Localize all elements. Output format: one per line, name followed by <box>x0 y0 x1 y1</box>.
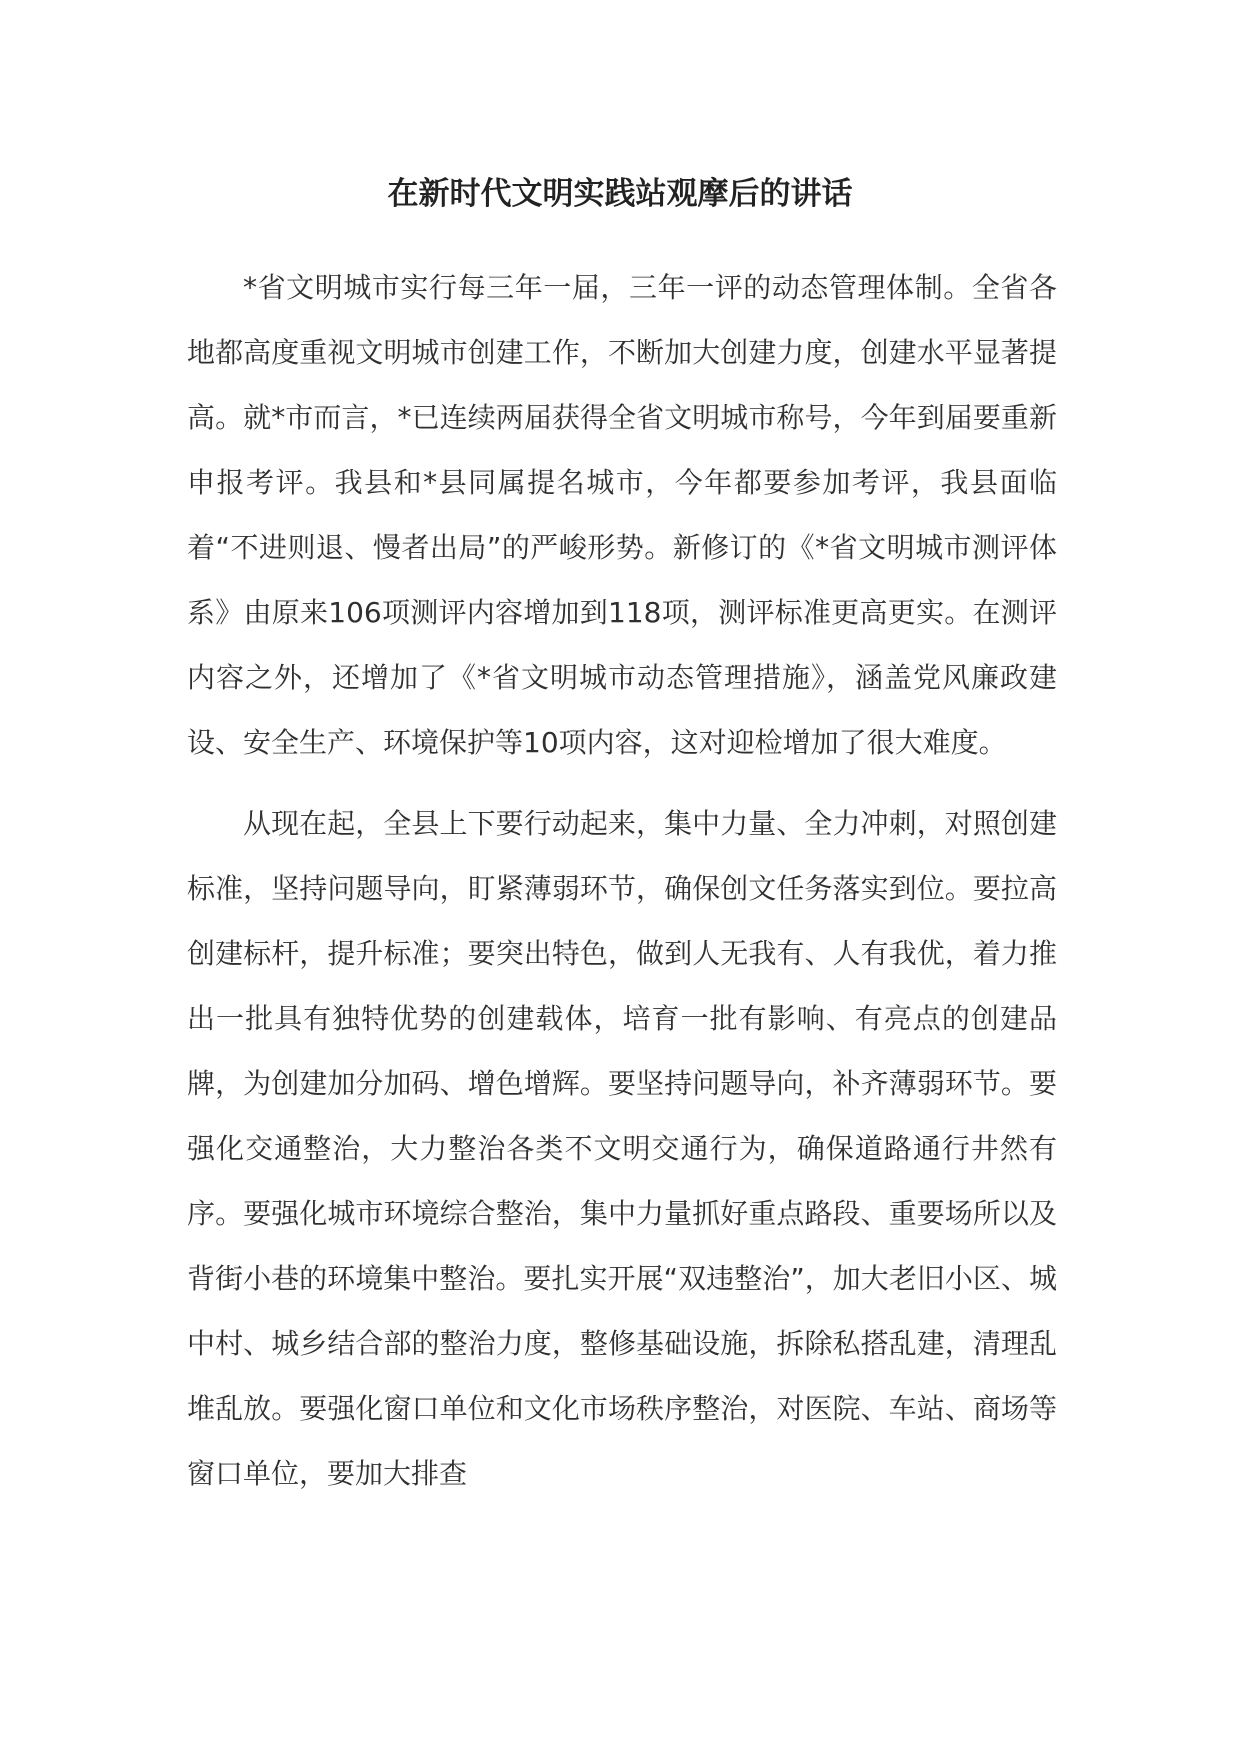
document-title: 在新时代文明实践站观摩后的讲话 <box>387 176 853 212</box>
paragraph-2: 从现在起，全县上下要行动起来，集中力量、全力冲刺，对照创建标准，坚持问题导向，盯紧薄弱环节，确保创文任务落实到位。要拉高创建标杆，提升标准；要突出特色，做到人无我有、人有我优，着力推出一批具有独特优势的创建载体，培育一批有影响、有亮点的创建品牌，为创建加分加码、增色增辉。要坚持问题导向，补齐薄弱环节。要强化交通整治，大力整治各类不文明交通行为，确保道路通行井然有序。要强化城市环境综合整治，集中力量抓好重点路段、重要场所以及背街小巷的环境集中整治。要扎实开展“双违整治”，加大老旧小区、城中村、城乡结合部的整治力度，整修基础设施，拆除私搭乱建，清理乱堆乱放。要强化窗口单位和文化市场秩序整治，对医院、车站、商场等窗口单位，要加大排查 <box>187 807 1057 1490</box>
document-body <box>187 255 1057 1506</box>
paragraph-1: *省文明城市实行每三年一届，三年一评的动态管理体制。全省各地都高度重视文明城市创建工作，不断加大创建力度，创建水平显著提高。就*市而言，*已连续两届获得全省文明城市称号，今年到届要重新申报考评。我县和*县同属提名城市，今年都要参加考评，我县面临着“不进则退、慢者出局”的严峻形势。新修订的《*省文明城市测评体系》由原来106项测评内容增加到118项，测评标准更高更实。在测评内容之外，还增加了《*省文明城市动态管理措施》，涵盖党风廉政建设、安全生产、环境保护等10项内容，这对迎检增加了很大难度。 <box>187 271 1057 759</box>
